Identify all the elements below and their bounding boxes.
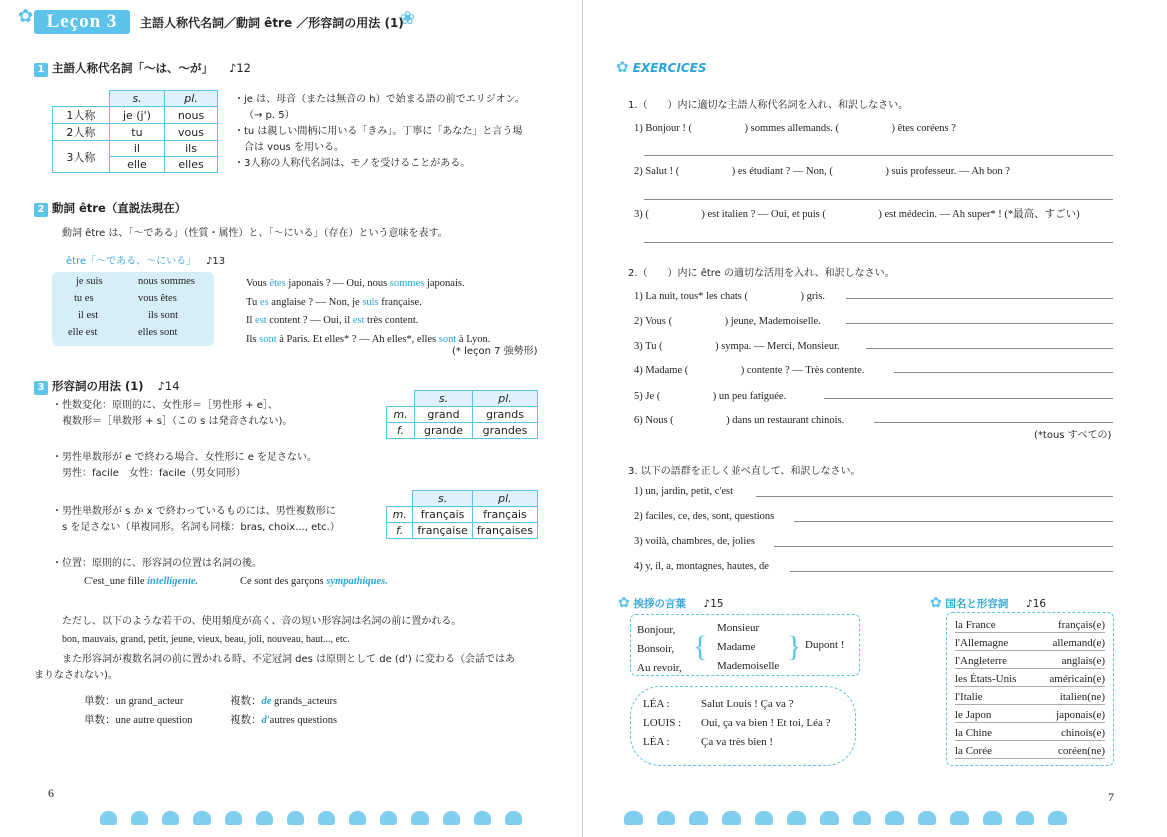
q3-item-3: 3) voilà, chambres, de, jolies	[634, 536, 756, 547]
etre-label: être「〜である、〜にいる」	[66, 256, 197, 267]
right-page	[584, 0, 1167, 837]
q3-item-2: 2) faciles, ce, des, sont, questions	[634, 511, 775, 522]
cloud-decoration	[100, 807, 522, 827]
q3-item-1: 1) un, jardin, petit, c'est	[634, 486, 733, 497]
q2-item-5: 5) Je ( ) un peu fatiguée.	[634, 391, 787, 402]
q2-item-2: 2) Vous ( ) jeune, Mademoiselle.	[634, 316, 821, 327]
exercices-heading: ✿ EXERCICES	[616, 58, 707, 76]
etre-examples: Vous êtes japonais ? — Oui, nous sommes japonais. Tu es anglaise ? — Non, je suis française. Il est content ? — Oui, il est très content. Ils sont à Paris. Et elles* ? — Ah elles*, elles sont à Lyon.	[246, 278, 491, 345]
des-examples: 単数：un grand_acteur 複数：de grands_acteurs 単数：une autre question 複数：d'autres questions	[84, 696, 338, 726]
footnote: (* leçon 7 強勢形)	[452, 346, 538, 357]
section-number: 1	[34, 63, 48, 77]
question-3: 3. 以下の語群を正しく並べ直して、和訳しなさい。	[628, 466, 861, 477]
des-rule: また形容詞が複数名詞の前に置かれる時、不定冠詞 des は原則として de (d') に変わる（会話ではあ	[62, 654, 516, 665]
answer-line[interactable]	[644, 242, 1113, 243]
left-page	[0, 0, 583, 837]
q1-item-1: 1) Bonjour ! ( ) sommes allemands. ( ) êtes coréens ?	[634, 123, 956, 134]
position-rule: ・位置：原則的に、形容詞の位置は名詞の後。	[52, 558, 262, 569]
gender-rule: ・性数変化：原則的に、女性形＝［男性形 + e］、 複数形＝［単数形 + s］（この s は発音されない)。	[52, 400, 293, 427]
lesson-title: 主語人称代名詞／動詞 être ／形容詞の用法 (1)	[140, 16, 404, 30]
position-example-1: C'est_une fille intelligente.	[84, 576, 199, 587]
des-rule-cont: まりなされない)。	[34, 670, 118, 681]
q2-item-6: 6) Nous ( ) dans un restaurant chinois.	[634, 415, 845, 426]
section-title: 主語人称代名詞「〜は、〜が」	[52, 61, 213, 75]
section-2-description: 動詞 être は、「〜である」（性質・属性）と、「〜にいる」（存在）という意味を表す。	[62, 228, 448, 239]
q3-item-4: 4) y, il, a, montagnes, hautes, de	[634, 561, 769, 572]
greetings-box: Bonjour, Bonsoir, Au revoir, { Monsieur Madame Mademoiselle } Dupont !	[630, 614, 860, 676]
countries-table: la France français(e) l'Allemagne allemand(e) l'Angleterre anglais(e) les États-Unis américain(e) l'Italie italien(ne) le Japon japonais(e) la Chine chinois(e) la Corée coréen(ne)	[946, 612, 1114, 766]
answer-line[interactable]	[874, 422, 1113, 423]
greetings-heading: ✿ 挨拶の言葉 ♪15	[618, 595, 724, 611]
blob-icon: ❀	[400, 8, 416, 29]
answer-line[interactable]	[774, 546, 1113, 547]
brace-icon: {	[693, 630, 708, 663]
answer-line[interactable]	[790, 571, 1113, 572]
pronoun-table: s. pl. 1人称 je (j') nous 2人称 tu vous 3人称 il ils elle elles	[52, 90, 218, 173]
page-number: 7	[1108, 790, 1114, 804]
answer-line[interactable]	[866, 348, 1113, 349]
adjective-table-grand: s. pl. m. grand grands f. grande grandes	[386, 390, 538, 439]
exception-rule: ただし、以下のような若干の、使用頻度が高く、音の短い形容詞は名詞の前に置かれる。	[62, 616, 462, 627]
cloud-decoration	[624, 807, 1067, 827]
question-2: 2.（ ）内に être の適切な活用を入れ、和訳しなさい。	[628, 268, 895, 279]
section-1-notes: ・je は、母音（または無音の h）で始まる語の前でエリジオン。 （→ p. 5） ・tu は親しい間柄に用いる「きみ」。丁寧に「あなた」と言う場 合は vous を用いる。 ・3人称の人称代名詞は、モノを受けることがある。	[234, 94, 525, 169]
answer-line[interactable]	[846, 298, 1113, 299]
position-example-2: Ce sont des garçons sympathiques.	[240, 576, 388, 587]
answer-line[interactable]	[794, 521, 1113, 522]
dialogue-bubble: LÉA : Salut Louis ! Ça va ? LOUIS : Oui, ça va bien ! Et toi, Léa ? LÉA : Ça va très bien !	[630, 686, 856, 766]
answer-line[interactable]	[846, 323, 1113, 324]
q2-item-1: 1) La nuit, tous* les chats ( ) gris.	[634, 291, 826, 302]
answer-line[interactable]	[644, 155, 1113, 156]
conjugation-box: je suis nous sommes tu es vous êtes il est ils sont elle est elles sont	[52, 272, 214, 346]
q1-item-3: 3) ( ) est italien ? — Oui, et puis ( ) est médecin. — Ah super* ! (*最高、すごい)	[634, 209, 1080, 220]
q2-item-3: 3) Tu ( ) sympa. — Merci, Monsieur.	[634, 341, 840, 352]
sx-ending-rule: ・男性単数形が s か x で終わっているものには、男性複数形に s を足さない（単複同形。名詞も同様：bras, choix..., etc.）	[52, 506, 340, 533]
page-number: 6	[48, 786, 54, 800]
e-ending-rule: ・男性単数形が e で終わる場合、女性形に e を足さない。 男性：facile 女性：facile（男女同形）	[52, 452, 318, 479]
exception-adjectives: bon, mauvais, grand, petit, jeune, vieux, beau, joli, nouveau, haut..., etc.	[62, 634, 350, 645]
section-2-heading: 2 動詞 être（直説法現在）	[34, 200, 186, 217]
flower-icon: ✿	[616, 58, 629, 76]
section-3-heading: 3 形容詞の用法 (1) ♪14	[34, 378, 180, 395]
tous-note: (*tous すべての)	[1034, 430, 1112, 441]
audio-track: ♪13	[206, 256, 226, 267]
section-1-heading	[34, 60, 251, 77]
audio-track: ♪12	[229, 61, 251, 75]
brace-icon: }	[787, 630, 802, 663]
q1-item-2: 2) Salut ! ( ) es étudiant ? — Non, ( ) suis professeur. — Ah bon ?	[634, 166, 1010, 177]
adjective-table-francais: s. pl. m. français français f. française françaises	[386, 490, 538, 539]
answer-line[interactable]	[756, 496, 1113, 497]
countries-heading: ✿ 国名と形容詞 ♪16	[930, 595, 1047, 611]
question-1: 1.（ ）内に適切な主語人称代名詞を入れ、和訳しなさい。	[628, 100, 909, 111]
lesson-badge: Leçon 3	[34, 10, 130, 34]
answer-line[interactable]	[644, 199, 1113, 200]
flower-icon: ✿	[18, 6, 34, 27]
q2-item-4: 4) Madame ( ) contente ? — Très contente.	[634, 365, 865, 376]
answer-line[interactable]	[894, 372, 1113, 373]
answer-line[interactable]	[824, 398, 1113, 399]
